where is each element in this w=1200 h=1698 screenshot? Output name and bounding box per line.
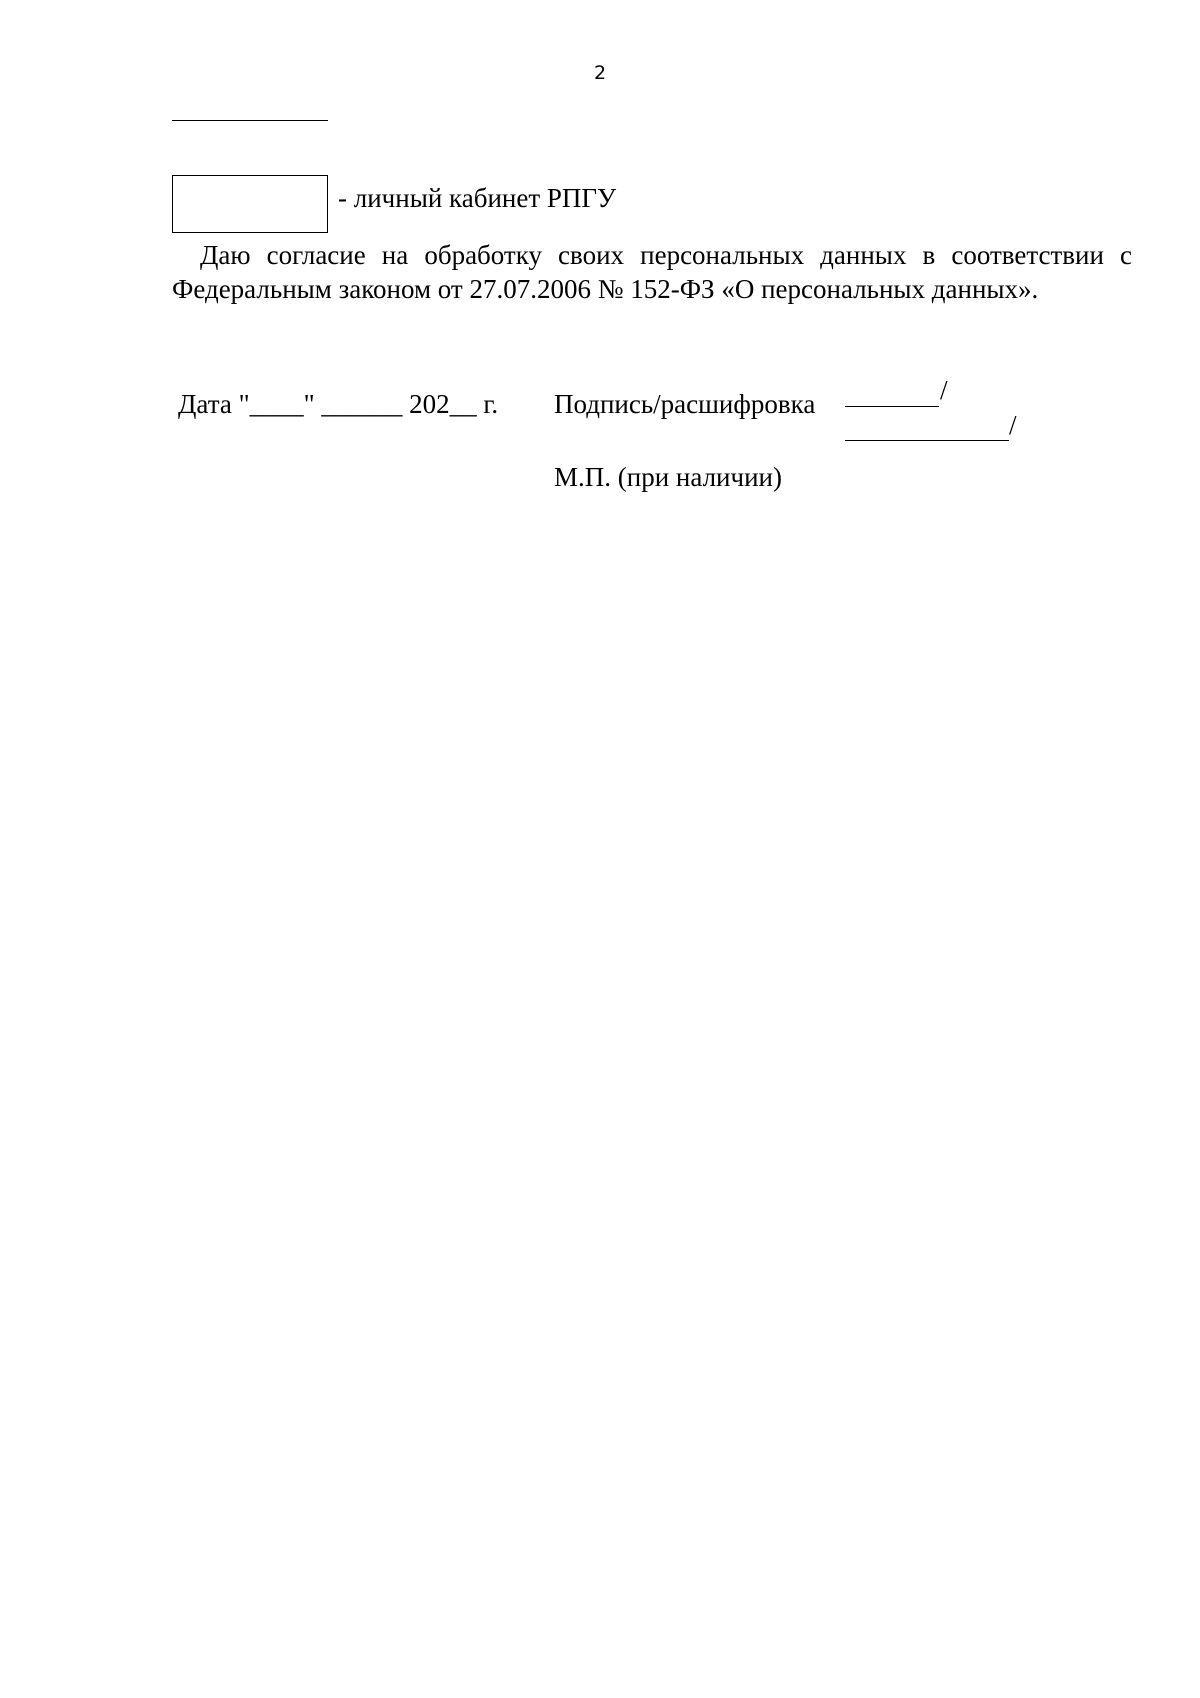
signature-label: Подпись/расшифровка (554, 389, 816, 419)
signature-transcript-slash: / (1009, 410, 1017, 440)
stamp-label: М.П. (при наличии) (554, 462, 782, 492)
signature-transcript-line[interactable] (845, 440, 1009, 441)
delivery-option-label: - личный кабинет РПГУ (338, 183, 617, 213)
delivery-option-checkbox[interactable] (172, 175, 328, 233)
date-field[interactable]: Дата "____" ______ 202__ г. (178, 389, 499, 419)
page-number: 2 (593, 62, 607, 84)
footnote-separator (172, 120, 328, 121)
personal-data-consent-text: Даю согласие на обработку своих персональных данных в соответствии с Федеральным законом от 27.07.2006 № 152-ФЗ «О персональных данных». (172, 240, 1132, 304)
signature-line[interactable] (845, 406, 939, 407)
signature-slash: / (940, 375, 948, 405)
